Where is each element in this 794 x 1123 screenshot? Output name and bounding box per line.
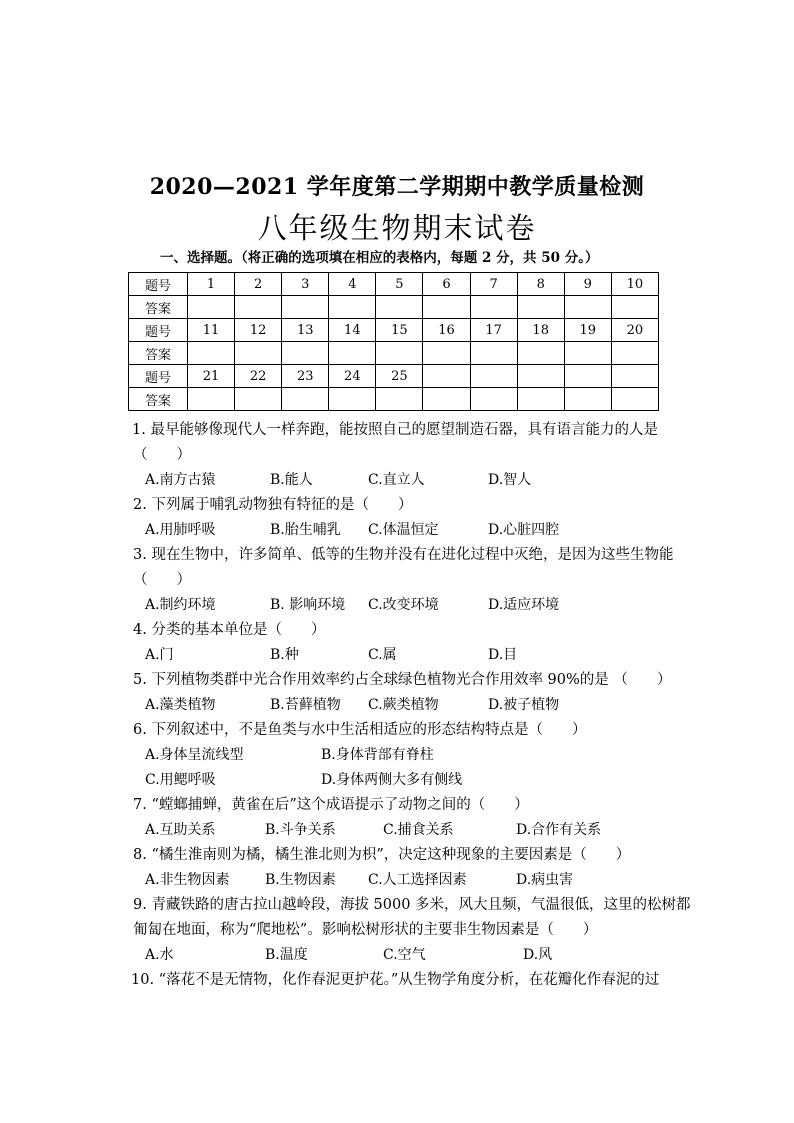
option-d[interactable]: D.被子植物 (488, 697, 560, 713)
question-number-cell (517, 365, 564, 388)
question-5 (133, 668, 673, 718)
question-number-cell: 7 (470, 273, 517, 296)
option-row (133, 818, 673, 843)
option-b[interactable]: B.种 (270, 647, 299, 663)
option-d[interactable]: D.合作有关系 (516, 822, 602, 838)
option-b[interactable]: B.温度 (265, 947, 308, 963)
question-number-row (129, 273, 659, 296)
option-d[interactable]: D.目 (488, 647, 518, 663)
answer-cell[interactable] (282, 388, 329, 411)
answer-cell[interactable] (470, 296, 517, 319)
answer-cell[interactable] (564, 388, 611, 411)
question-number-cell: 24 (329, 365, 376, 388)
option-a[interactable]: A.南方古猿 (145, 472, 216, 488)
question-number-cell: 4 (329, 273, 376, 296)
question-stem: 5. 下列植物类群中光合作用效率约占全球绿色植物光合作用效率 90%的是 （ ） (133, 672, 672, 688)
answer-cell[interactable] (517, 342, 564, 365)
row-label-answer: 答案 (129, 296, 188, 319)
exam-title: 2020—2021 学年度第二学期期中教学质量检测 (149, 174, 645, 200)
option-b[interactable]: B.能人 (270, 472, 313, 488)
section-instructions: 一、选择题。（将正确的选项填在相应的表格内，每题 2 分，共 50 分。） (160, 250, 599, 266)
answer-cell[interactable] (423, 342, 470, 365)
option-c[interactable]: C.用鳃呼吸 (145, 772, 216, 788)
answer-cell[interactable] (188, 388, 235, 411)
question-number-cell: 9 (564, 273, 611, 296)
question-number-cell: 11 (188, 319, 235, 342)
question-stem: 7. “螳螂捕蝉，黄雀在后”这个成语提示了动物之间的（ ） (133, 797, 529, 813)
row-label-number: 题号 (129, 365, 188, 388)
option-d[interactable]: D.身体两侧大多有侧线 (321, 772, 463, 788)
option-d[interactable]: D.智人 (488, 472, 532, 488)
question-number-cell: 19 (564, 319, 611, 342)
option-row (133, 943, 673, 968)
question-number-cell: 25 (376, 365, 423, 388)
question-number-cell: 6 (423, 273, 470, 296)
answer-cell[interactable] (188, 296, 235, 319)
option-c[interactable]: C.蕨类植物 (368, 697, 439, 713)
question-7 (133, 793, 673, 843)
option-b[interactable]: B.苔藓植物 (270, 697, 341, 713)
question-number-cell: 17 (470, 319, 517, 342)
row-label-answer: 答案 (129, 388, 188, 411)
question-number-cell: 2 (235, 273, 282, 296)
option-a[interactable]: A.门 (145, 647, 174, 663)
question-stem: 9. 青藏铁路的唐古拉山越岭段，海拔 5000 多米，风大且频，气温很低，这里的松树都 (133, 897, 691, 913)
option-b[interactable]: B.斗争关系 (265, 822, 336, 838)
question-10 (133, 968, 673, 993)
question-9 (133, 893, 691, 968)
answer-cell[interactable] (188, 342, 235, 365)
option-a[interactable]: A.非生物因素 (145, 872, 230, 888)
option-row (133, 743, 673, 768)
option-row (133, 868, 673, 893)
question-number-row (129, 319, 659, 342)
option-d[interactable]: D.风 (523, 947, 553, 963)
question-list (131, 418, 691, 993)
answer-cell[interactable] (235, 388, 282, 411)
question-number-cell: 8 (517, 273, 564, 296)
option-c[interactable]: C.体温恒定 (368, 522, 439, 538)
question-number-cell: 10 (611, 273, 658, 296)
option-b[interactable]: B.生物因素 (265, 872, 336, 888)
answer-cell[interactable] (470, 388, 517, 411)
answer-cell[interactable] (235, 342, 282, 365)
answer-table (128, 272, 659, 411)
row-label-number: 题号 (129, 319, 188, 342)
option-d[interactable]: D.心脏四腔 (488, 522, 560, 538)
answer-cell[interactable] (329, 296, 376, 319)
option-a[interactable]: A.藻类植物 (145, 697, 216, 713)
question-stem-continued: 匍匐在地面，称为“爬地松”。影响松树形状的主要非生物因素是（ ） (133, 922, 598, 938)
row-label-number: 题号 (129, 273, 188, 296)
option-row (133, 693, 673, 718)
option-a[interactable]: A.身体呈流线型 (145, 747, 244, 763)
answer-cell[interactable] (376, 296, 423, 319)
answer-cell[interactable] (517, 388, 564, 411)
question-number-cell: 12 (235, 319, 282, 342)
option-a[interactable]: A.用肺呼吸 (145, 522, 216, 538)
option-row (133, 518, 673, 543)
answer-cell[interactable] (235, 296, 282, 319)
question-number-cell: 23 (282, 365, 329, 388)
exam-subtitle: 八年级生物期末试卷 (257, 211, 537, 245)
row-label-answer: 答案 (129, 342, 188, 365)
answer-cell[interactable] (564, 342, 611, 365)
question-3 (133, 543, 673, 618)
answer-cell[interactable] (611, 388, 658, 411)
question-2 (133, 493, 673, 543)
option-b[interactable]: B.胎生哺乳 (270, 522, 341, 538)
question-number-cell (423, 365, 470, 388)
question-number-row (129, 365, 659, 388)
answer-cell[interactable] (423, 296, 470, 319)
option-b[interactable]: B. 影响环境 (270, 597, 346, 613)
option-c[interactable]: C.直立人 (368, 472, 425, 488)
answer-row (129, 342, 659, 365)
option-c[interactable]: C.人工选择因素 (368, 872, 467, 888)
question-stem: 4. 分类的基本单位是（ ） (133, 622, 326, 638)
answer-row (129, 296, 659, 319)
answer-cell[interactable] (611, 342, 658, 365)
option-c[interactable]: C.捕食关系 (383, 822, 454, 838)
question-number-cell (611, 365, 658, 388)
answer-cell[interactable] (470, 342, 517, 365)
option-a[interactable]: A.水 (145, 947, 174, 963)
option-a[interactable]: A.制约环境 (145, 597, 216, 613)
answer-cell[interactable] (517, 296, 564, 319)
option-row (133, 643, 673, 668)
question-number-cell: 3 (282, 273, 329, 296)
option-d[interactable]: D.病虫害 (516, 872, 574, 888)
answer-cell[interactable] (282, 296, 329, 319)
question-number-cell: 21 (188, 365, 235, 388)
answer-cell[interactable] (376, 388, 423, 411)
question-stem: 1. 最早能够像现代人一样奔跑，能按照自己的愿望制造石器，具有语言能力的人是 (132, 422, 658, 438)
option-c[interactable]: C.改变环境 (368, 597, 439, 613)
answer-cell[interactable] (611, 296, 658, 319)
question-number-cell: 15 (376, 319, 423, 342)
question-number-cell: 5 (376, 273, 423, 296)
question-number-cell (470, 365, 517, 388)
question-stem: 8. “橘生淮南则为橘，橘生淮北则为枳”，决定这种现象的主要因素是（ ） (133, 847, 631, 863)
question-number-cell: 1 (188, 273, 235, 296)
question-1 (133, 418, 673, 493)
option-c[interactable]: C.属 (368, 647, 397, 663)
answer-cell[interactable] (329, 388, 376, 411)
question-number-cell: 16 (423, 319, 470, 342)
option-d[interactable]: D.适应环境 (488, 597, 560, 613)
question-stem: 3. 现在生物中，许多简单、低等的生物并没有在进化过程中灭绝，是因为这些生物能 (133, 547, 674, 563)
question-number-cell: 18 (517, 319, 564, 342)
option-row (133, 593, 673, 618)
question-number-cell: 14 (329, 319, 376, 342)
question-stem-continued: （ ） (133, 572, 191, 588)
question-stem: 10. “落花不是无情物，化作春泥更护花。”从生物学角度分析，在花瓣化作春泥的过 (131, 972, 660, 988)
option-b[interactable]: B.身体背部有脊柱 (321, 747, 434, 763)
question-number-cell (564, 365, 611, 388)
question-stem-continued: （ ） (133, 447, 191, 463)
question-8 (133, 843, 673, 893)
question-6 (133, 718, 673, 793)
option-row (133, 768, 673, 793)
answer-cell[interactable] (564, 296, 611, 319)
question-stem: 2. 下列属于哺乳动物独有特征的是（ ） (133, 497, 413, 513)
option-row (133, 468, 673, 493)
answer-row (129, 388, 659, 411)
option-c[interactable]: C.空气 (383, 947, 426, 963)
question-number-cell: 22 (235, 365, 282, 388)
answer-cell[interactable] (423, 388, 470, 411)
answer-cell[interactable] (329, 342, 376, 365)
answer-cell[interactable] (376, 342, 423, 365)
answer-cell[interactable] (282, 342, 329, 365)
question-stem: 6. 下列叙述中，不是鱼类与水中生活相适应的形态结构特点是（ ） (133, 722, 587, 738)
option-a[interactable]: A.互助关系 (145, 822, 216, 838)
question-number-cell: 20 (611, 319, 658, 342)
question-number-cell: 13 (282, 319, 329, 342)
question-4 (133, 618, 673, 668)
